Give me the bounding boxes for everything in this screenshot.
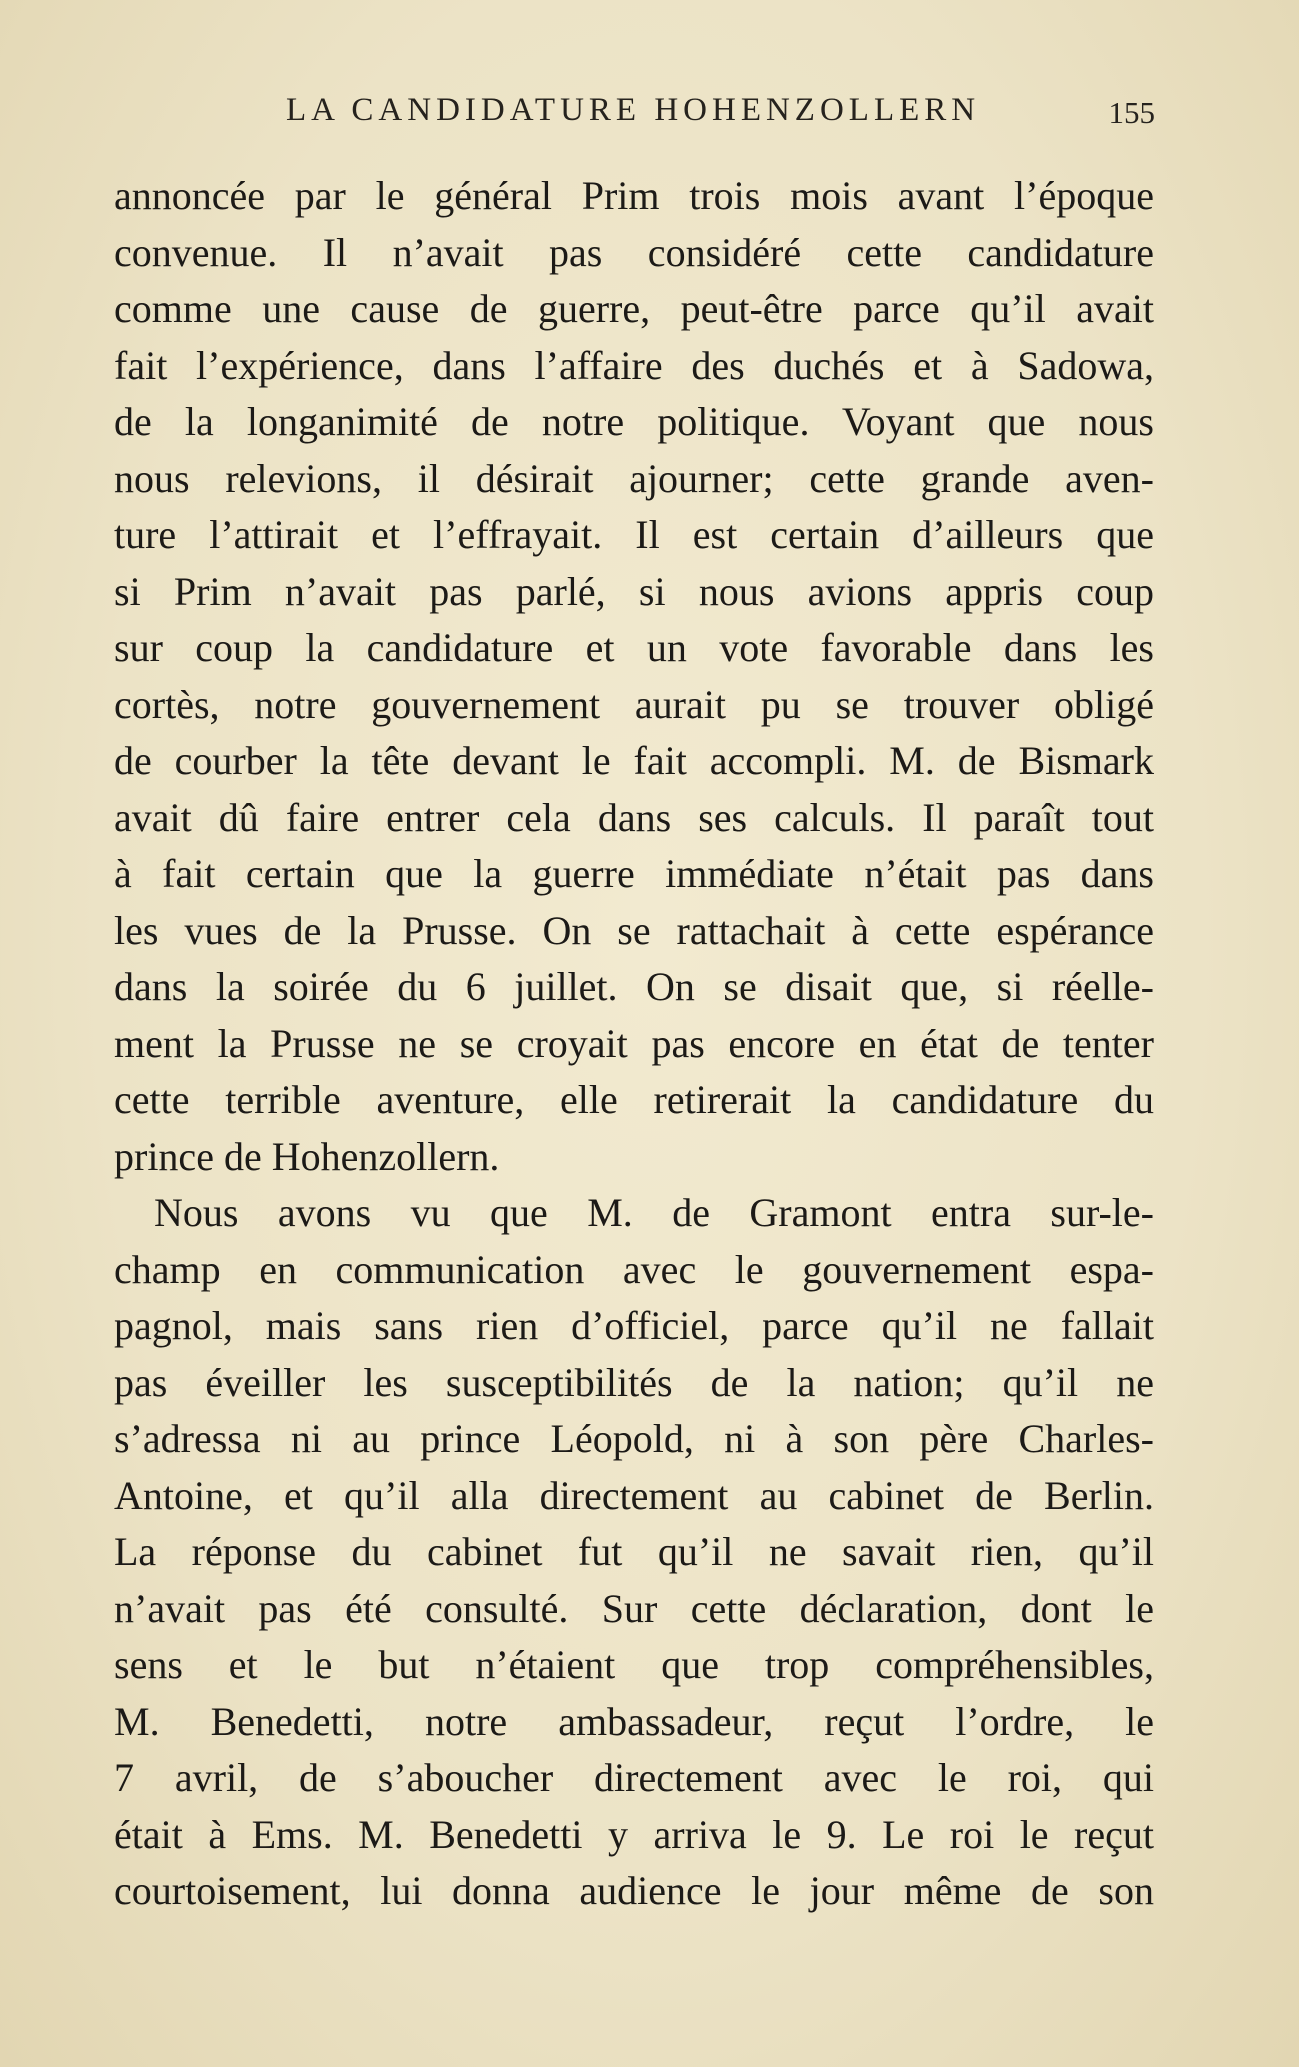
running-title: LA CANDIDATURE HOHENZOLLERN xyxy=(286,92,981,128)
text-line: pas éveiller les susceptibilités de la nation; qu’il ne xyxy=(114,1359,1154,1405)
text-line: champ en communication avec le gouvernement espa- xyxy=(114,1246,1154,1292)
text-line: ture l’attirait et l’effrayait. Il est certain d’ailleurs que xyxy=(114,512,1154,557)
text-line: sur coup la candidature et un vote favorable dans les xyxy=(114,625,1154,670)
text-line: ment la Prusse ne se croyait pas encore en état de tenter xyxy=(114,1020,1154,1066)
text-line: était à Ems. M. Benedetti y arriva le 9. Le roi le reçut xyxy=(114,1811,1154,1857)
page-number: 155 xyxy=(1108,95,1155,130)
text-line: comme une cause de guerre, peut-être parce qu’il avait xyxy=(114,286,1154,331)
text-line: prince de Hohenzollern. xyxy=(114,1133,500,1179)
body-text xyxy=(114,168,1154,1920)
text-line: les vues de la Prusse. On se rattachait à cette espérance xyxy=(114,907,1154,953)
text-line: cette terrible aventure, elle retirerait la candidature du xyxy=(114,1077,1154,1122)
text-line: à fait certain que la guerre immédiate n’était pas dans xyxy=(114,851,1154,896)
text-line: fait l’expérience, dans l’affaire des duchés et à Sadowa, xyxy=(114,342,1154,388)
text-line: convenue. Il n’avait pas considéré cette candidature xyxy=(114,229,1154,275)
text-line: Antoine, et qu’il alla directement au cabinet de Berlin. xyxy=(114,1472,1154,1518)
paragraph-1 xyxy=(114,168,1154,1185)
text-line: de la longanimité de notre politique. Voyant que nous xyxy=(114,399,1154,444)
text-line: M. Benedetti, notre ambassadeur, reçut l’ordre, le xyxy=(114,1698,1154,1744)
text-line: si Prim n’avait pas parlé, si nous avions appris coup xyxy=(114,568,1154,614)
text-line: courtoisement, lui donna audience le jour même de son xyxy=(114,1868,1154,1913)
text-line: cortès, notre gouvernement aurait pu se trouver obligé xyxy=(114,681,1154,727)
text-line: annoncée par le général Prim trois mois avant l’époque xyxy=(114,173,1154,218)
text-line: Nous avons vu que M. de Gramont entra sur-le- xyxy=(154,1190,1154,1235)
text-line: sens et le but n’étaient que trop compréhensibles, xyxy=(114,1642,1154,1687)
text-line: dans la soirée du 6 juillet. On se disait que, si réelle- xyxy=(114,964,1154,1009)
text-line: nous relevions, il désirait ajourner; cette grande aven- xyxy=(114,455,1154,501)
text-line: s’adressa ni au prince Léopold, ni à son père Charles- xyxy=(114,1416,1154,1461)
text-line: avait dû faire entrer cela dans ses calculs. Il paraît tout xyxy=(114,794,1154,840)
text-line: pagnol, mais sans rien d’officiel, parce qu’il ne fallait xyxy=(114,1303,1154,1348)
text-line: de courber la tête devant le fait accompli. M. de Bismark xyxy=(114,738,1154,783)
text-line: 7 avril, de s’aboucher directement avec le roi, qui xyxy=(114,1755,1154,1800)
text-line: La réponse du cabinet fut qu’il ne savait rien, qu’il xyxy=(114,1529,1154,1574)
paragraph-2 xyxy=(114,1185,1154,1920)
text-line: n’avait pas été consulté. Sur cette déclaration, dont le xyxy=(114,1585,1154,1631)
